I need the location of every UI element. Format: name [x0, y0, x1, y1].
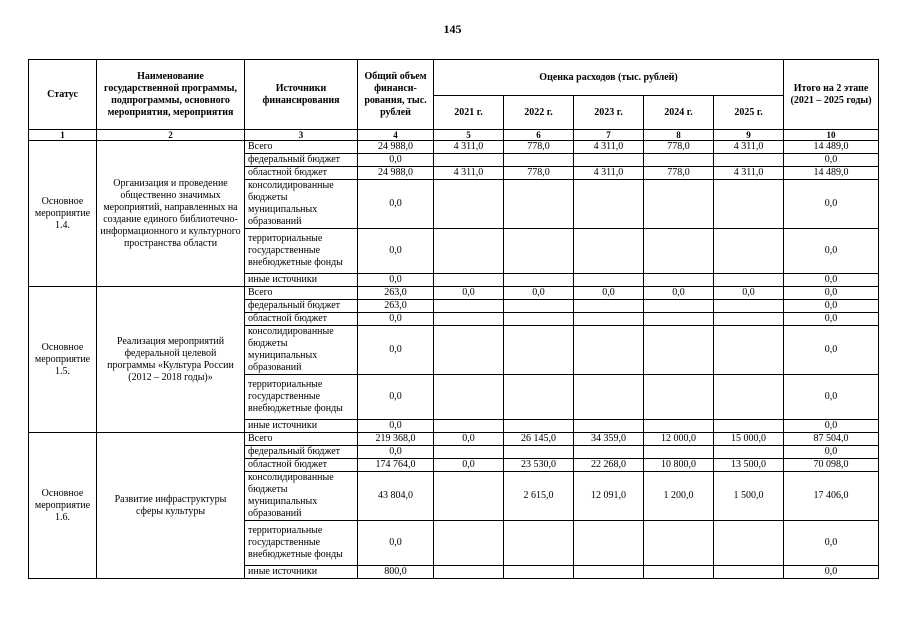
stage-total-cell: 0,0 [784, 313, 879, 326]
total-cell: 800,0 [358, 566, 434, 579]
total-cell: 43 804,0 [358, 472, 434, 521]
year-cell [574, 375, 644, 420]
funding-source: консолидированные бюджеты муниципальных образований [245, 472, 358, 521]
header-year: 2023 г. [574, 96, 644, 130]
column-number: 8 [644, 130, 714, 141]
year-cell: 0,0 [504, 287, 574, 300]
year-cell [574, 313, 644, 326]
year-cell: 4 311,0 [574, 167, 644, 180]
stage-total-cell: 0,0 [784, 274, 879, 287]
header-sources: Источники финансирования [245, 60, 358, 130]
funding-source: федеральный бюджет [245, 446, 358, 459]
year-cell [434, 154, 504, 167]
year-cell [504, 326, 574, 375]
year-cell [434, 313, 504, 326]
page-number: 145 [443, 22, 462, 36]
year-cell [644, 521, 714, 566]
year-cell [504, 274, 574, 287]
column-number: 10 [784, 130, 879, 141]
year-cell [434, 446, 504, 459]
total-cell: 24 988,0 [358, 167, 434, 180]
measure-name: Организация и проведение общественно значимых мероприятий, направленных на создание единого библиотечно-информационного и культурного пространства области [97, 141, 245, 287]
total-cell: 0,0 [358, 154, 434, 167]
year-cell: 1 500,0 [714, 472, 784, 521]
year-cell: 22 268,0 [574, 459, 644, 472]
column-number: 4 [358, 130, 434, 141]
year-cell [574, 154, 644, 167]
column-number: 6 [504, 130, 574, 141]
year-cell: 12 000,0 [644, 433, 714, 446]
year-cell [714, 420, 784, 433]
stage-total-cell: 0,0 [784, 300, 879, 313]
year-cell [574, 566, 644, 579]
header-stage-total: Итого на 2 этапе (2021 – 2025 годы) [784, 60, 879, 130]
column-number-row [29, 130, 879, 141]
year-cell [714, 326, 784, 375]
year-cell: 0,0 [434, 287, 504, 300]
total-cell: 0,0 [358, 313, 434, 326]
year-cell [434, 180, 504, 229]
year-cell: 4 311,0 [434, 167, 504, 180]
year-cell: 4 311,0 [714, 167, 784, 180]
year-cell: 0,0 [574, 287, 644, 300]
year-cell [504, 154, 574, 167]
total-cell: 263,0 [358, 287, 434, 300]
year-cell [714, 154, 784, 167]
column-number: 9 [714, 130, 784, 141]
year-cell [714, 521, 784, 566]
year-cell [714, 274, 784, 287]
year-cell [434, 300, 504, 313]
year-cell [434, 229, 504, 274]
year-cell [714, 566, 784, 579]
year-cell [644, 180, 714, 229]
measure-name: Реализация мероприятий федеральной целевой программы «Культура России (2012 – 2018 годы)» [97, 287, 245, 433]
total-cell: 0,0 [358, 180, 434, 229]
stage-total-cell: 0,0 [784, 375, 879, 420]
column-number: 1 [29, 130, 97, 141]
year-cell [644, 274, 714, 287]
funding-source: Всего [245, 287, 358, 300]
funding-source: федеральный бюджет [245, 154, 358, 167]
year-cell: 4 311,0 [434, 141, 504, 154]
year-cell: 778,0 [644, 141, 714, 154]
total-cell: 0,0 [358, 521, 434, 566]
year-cell [504, 180, 574, 229]
year-cell: 778,0 [644, 167, 714, 180]
column-number: 3 [245, 130, 358, 141]
measure-status: Основное мероприятие 1.4. [29, 141, 97, 287]
funding-source: федеральный бюджет [245, 300, 358, 313]
total-cell: 0,0 [358, 446, 434, 459]
year-cell: 2 615,0 [504, 472, 574, 521]
year-cell [574, 300, 644, 313]
year-cell: 778,0 [504, 167, 574, 180]
budget-table [28, 59, 879, 579]
year-cell: 13 500,0 [714, 459, 784, 472]
year-cell [714, 375, 784, 420]
year-cell [574, 521, 644, 566]
year-cell [434, 472, 504, 521]
header-estimate: Оценка расходов (тыс. рублей) [434, 60, 784, 96]
year-cell [714, 446, 784, 459]
year-cell [504, 229, 574, 274]
header-year: 2022 г. [504, 96, 574, 130]
stage-total-cell: 0,0 [784, 229, 879, 274]
total-cell: 0,0 [358, 375, 434, 420]
year-cell [644, 229, 714, 274]
year-cell: 10 800,0 [644, 459, 714, 472]
total-cell: 0,0 [358, 229, 434, 274]
funding-source: иные источники [245, 420, 358, 433]
funding-source: областной бюджет [245, 313, 358, 326]
total-cell: 174 764,0 [358, 459, 434, 472]
year-cell: 26 145,0 [504, 433, 574, 446]
funding-source: областной бюджет [245, 167, 358, 180]
year-cell [574, 326, 644, 375]
stage-total-cell: 0,0 [784, 446, 879, 459]
year-cell: 12 091,0 [574, 472, 644, 521]
year-cell [574, 446, 644, 459]
year-cell [434, 420, 504, 433]
year-cell [644, 154, 714, 167]
year-cell [574, 420, 644, 433]
stage-total-cell: 0,0 [784, 420, 879, 433]
year-cell [434, 521, 504, 566]
header-row [29, 60, 879, 96]
funding-source: иные источники [245, 566, 358, 579]
header-total: Общий объем финанси-рования, тыс. рублей [358, 60, 434, 130]
year-cell: 15 000,0 [714, 433, 784, 446]
funding-source: консолидированные бюджеты муниципальных образований [245, 180, 358, 229]
funding-source: территориальные государственные внебюджетные фонды [245, 229, 358, 274]
year-cell: 0,0 [434, 459, 504, 472]
year-cell [434, 375, 504, 420]
funding-source: Всего [245, 141, 358, 154]
year-cell [504, 300, 574, 313]
column-number: 5 [434, 130, 504, 141]
funding-source: территориальные государственные внебюджетные фонды [245, 521, 358, 566]
year-cell [714, 180, 784, 229]
year-cell [574, 229, 644, 274]
header-name: Наименование государственной программы, подпрограммы, основного мероприятия, мероприятия [97, 60, 245, 130]
funding-source: Всего [245, 433, 358, 446]
header-year: 2025 г. [714, 96, 784, 130]
stage-total-cell: 0,0 [784, 326, 879, 375]
year-cell [504, 566, 574, 579]
total-cell: 263,0 [358, 300, 434, 313]
stage-total-cell: 17 406,0 [784, 472, 879, 521]
year-cell [504, 521, 574, 566]
year-cell [504, 446, 574, 459]
year-cell [574, 180, 644, 229]
table-row [29, 287, 879, 300]
stage-total-cell: 14 489,0 [784, 141, 879, 154]
stage-total-cell: 14 489,0 [784, 167, 879, 180]
table-row [29, 433, 879, 446]
total-cell: 0,0 [358, 326, 434, 375]
year-cell: 34 359,0 [574, 433, 644, 446]
year-cell [644, 446, 714, 459]
stage-total-cell: 0,0 [784, 521, 879, 566]
year-cell [574, 274, 644, 287]
year-cell [714, 300, 784, 313]
total-cell: 0,0 [358, 274, 434, 287]
year-cell [714, 313, 784, 326]
measure-status: Основное мероприятие 1.6. [29, 433, 97, 579]
funding-source: иные источники [245, 274, 358, 287]
measure-status: Основное мероприятие 1.5. [29, 287, 97, 433]
year-cell: 23 530,0 [504, 459, 574, 472]
year-cell: 0,0 [644, 287, 714, 300]
table-row [29, 141, 879, 154]
year-cell: 4 311,0 [714, 141, 784, 154]
year-cell [714, 229, 784, 274]
total-cell: 0,0 [358, 420, 434, 433]
column-number: 7 [574, 130, 644, 141]
stage-total-cell: 0,0 [784, 287, 879, 300]
stage-total-cell: 0,0 [784, 566, 879, 579]
funding-source: консолидированные бюджеты муниципальных образований [245, 326, 358, 375]
measure-name: Развитие инфраструктуры сферы культуры [97, 433, 245, 579]
funding-source: территориальные государственные внебюджетные фонды [245, 375, 358, 420]
year-cell: 4 311,0 [574, 141, 644, 154]
funding-source: областной бюджет [245, 459, 358, 472]
year-cell: 0,0 [434, 433, 504, 446]
year-cell [434, 326, 504, 375]
stage-total-cell: 0,0 [784, 154, 879, 167]
year-cell: 0,0 [714, 287, 784, 300]
stage-total-cell: 70 098,0 [784, 459, 879, 472]
year-cell [434, 274, 504, 287]
year-cell [644, 300, 714, 313]
stage-total-cell: 87 504,0 [784, 433, 879, 446]
column-number: 2 [97, 130, 245, 141]
total-cell: 24 988,0 [358, 141, 434, 154]
year-cell: 1 200,0 [644, 472, 714, 521]
year-cell [644, 313, 714, 326]
year-cell [434, 566, 504, 579]
year-cell [644, 420, 714, 433]
total-cell: 219 368,0 [358, 433, 434, 446]
header-year: 2024 г. [644, 96, 714, 130]
year-cell [644, 326, 714, 375]
budget-body [29, 141, 879, 579]
year-cell [504, 420, 574, 433]
stage-total-cell: 0,0 [784, 180, 879, 229]
year-cell: 778,0 [504, 141, 574, 154]
year-cell [504, 375, 574, 420]
header-status: Статус [29, 60, 97, 130]
year-cell [504, 313, 574, 326]
header-year: 2021 г. [434, 96, 504, 130]
year-cell [644, 566, 714, 579]
year-cell [644, 375, 714, 420]
